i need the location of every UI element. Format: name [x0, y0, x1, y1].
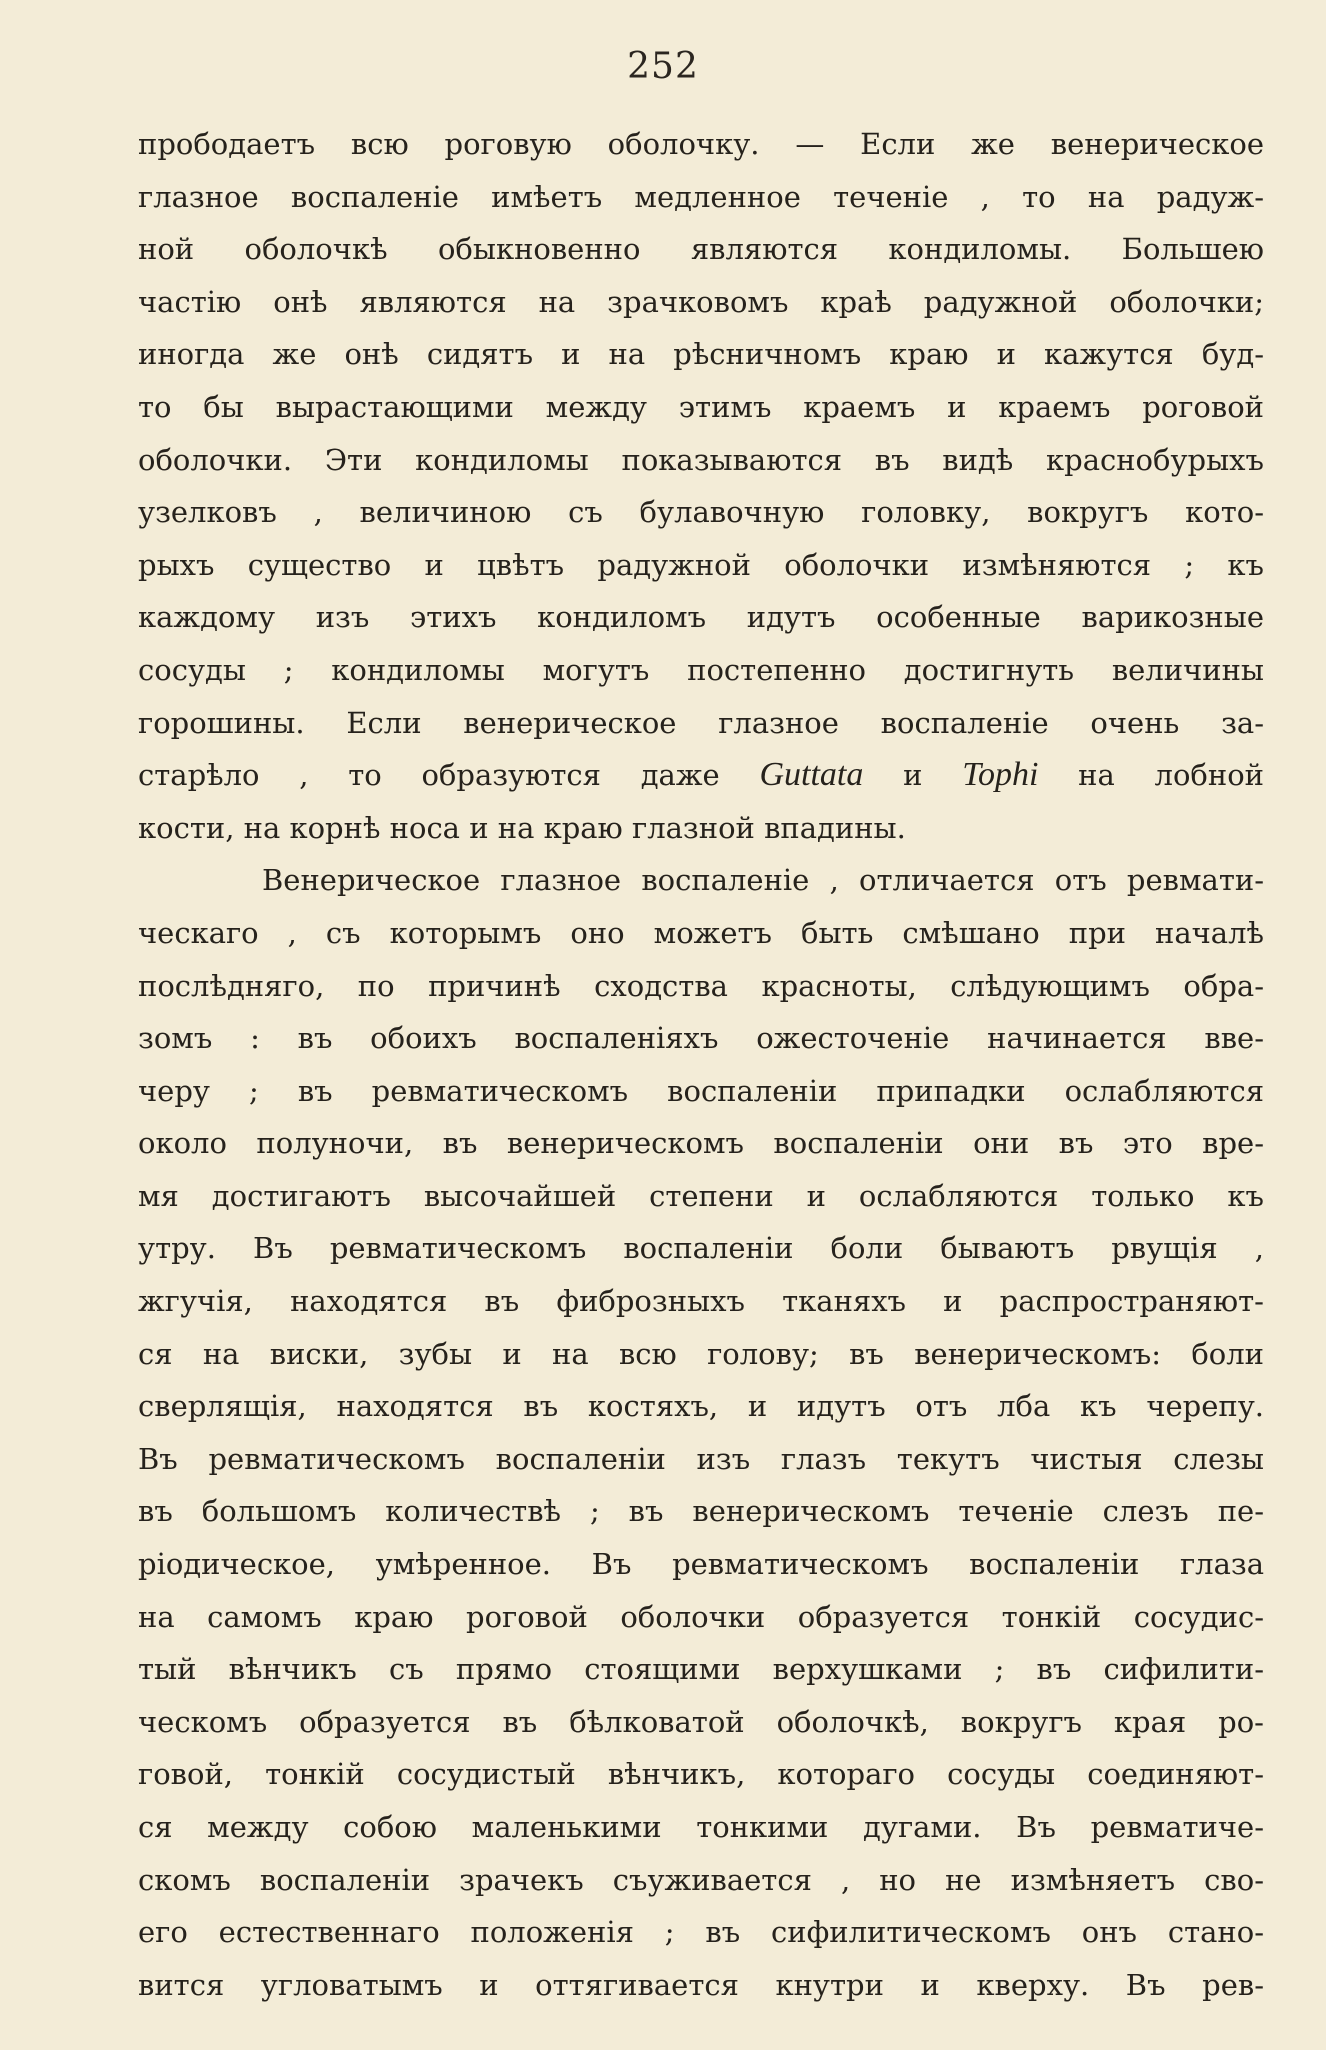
text-line: ческаго , съ которымъ оно можетъ быть смѣшано при началѣ [138, 915, 1264, 950]
text-line: въ большомъ количествѣ ; въ венерическомъ теченіе слезъ пе- [138, 1494, 1264, 1529]
text-line: частію онѣ являются на зрачковомъ краѣ радужной оболочки; [138, 284, 1264, 319]
text-line: ся между собою маленькими тонкими дугами. Въ ревматиче- [138, 1810, 1264, 1844]
text-line: узелковъ , величиною съ булавочную головку, вокругъ кото- [138, 495, 1264, 530]
text-line: его естественнаго положенія ; въ сифилитическомъ онъ стано- [138, 1915, 1264, 1950]
text-line: черу ; въ ревматическомъ воспаленіи припадки ослабляются [138, 1073, 1264, 1108]
text-line: оболочки. Эти кондиломы показываются въ видѣ краснобурыхъ [138, 442, 1264, 477]
text-segment: старѣло , то образуются даже [138, 758, 720, 793]
text-line: тый вѣнчикъ съ прямо стоящими верхушками ; въ сифилити- [138, 1652, 1264, 1687]
text-line: Въ ревматическомъ воспаленіи изъ глазъ текутъ чистыя слезы [138, 1441, 1264, 1476]
text-line: около полуночи, въ венерическомъ воспаленіи они въ это вре- [138, 1126, 1264, 1161]
text-line: мя достигаютъ высочайшей степени и ослабляются только къ [138, 1178, 1264, 1213]
text-line: жгучія, находятся въ фиброзныхъ тканяхъ и распространяют- [138, 1284, 1264, 1319]
text-line: сверлящія, находятся въ костяхъ, и идутъ отъ лба къ черепу. [138, 1389, 1264, 1424]
text-line: то бы вырастающими между этимъ краемъ и краемъ роговой [138, 389, 1264, 424]
text-line-with-latin-terms [138, 749, 1264, 802]
text-line: ся на виски, зубы и на всю голову; въ венерическомъ: боли [138, 1336, 1264, 1371]
text-line: кости, на корнѣ носа и на краю глазной впадины. [138, 810, 906, 845]
text-line: послѣдняго, по причинѣ сходства красноты, слѣдующимъ обра- [138, 968, 1264, 1003]
text-line: каждому изъ этихъ кондиломъ идутъ особенные варикозные [138, 600, 1264, 635]
text-line: иногда же онѣ сидятъ и на рѣсничномъ краю и кажутся буд- [138, 337, 1264, 372]
paragraph-2 [138, 854, 1264, 2011]
paragraph-1 [138, 118, 1264, 854]
text-line: рыхъ существо и цвѣтъ радужной оболочки измѣняются ; къ [138, 547, 1264, 582]
text-line: горошины. Если венерическое глазное воспаленіе очень за- [138, 705, 1264, 740]
text-line: прободаетъ всю роговую оболочку. — Если же венерическое [138, 127, 1264, 161]
page-number: 252 [627, 46, 699, 87]
text-line: ной оболочкѣ обыкновенно являются кондиломы. Большею [138, 232, 1264, 267]
latin-term-guttata: Guttata [759, 756, 864, 794]
text-line: на самомъ краю роговой оболочки образуется тонкій сосудис- [138, 1599, 1264, 1634]
text-line: ріодическое, умѣренное. Въ ревматическомъ воспаленіи глаза [138, 1547, 1264, 1582]
text-line: Венерическое глазное воспаленіе , отличается отъ ревмати- [262, 863, 1264, 898]
text-segment: на лобной [1078, 758, 1264, 793]
text-line: скомъ воспаленіи зрачекъ съуживается , но не измѣняетъ сво- [138, 1862, 1264, 1897]
body-text [138, 118, 1264, 2011]
text-segment: и [903, 758, 923, 793]
text-line: утру. Въ ревматическомъ воспаленіи боли бываютъ рвущія , [138, 1231, 1264, 1266]
text-line: сосуды ; кондиломы могутъ постепенно достигнуть величины [138, 652, 1264, 687]
text-line: вится угловатымъ и оттягивается кнутри и кверху. Въ рев- [138, 1967, 1264, 2002]
text-line: говой, тонкій сосудистый вѣнчикъ, котораго сосуды соединяют- [138, 1757, 1264, 1792]
text-line: глазное воспаленіе имѣетъ медленное теченіе , то на радуж- [138, 179, 1264, 214]
latin-term-tophi: Tophi [962, 756, 1039, 794]
text-line: ческомъ образуется въ бѣлковатой оболочкѣ, вокругъ края ро- [138, 1704, 1264, 1739]
text-line: зомъ : въ обоихъ воспаленіяхъ ожесточеніе начинается ввe- [138, 1021, 1264, 1056]
